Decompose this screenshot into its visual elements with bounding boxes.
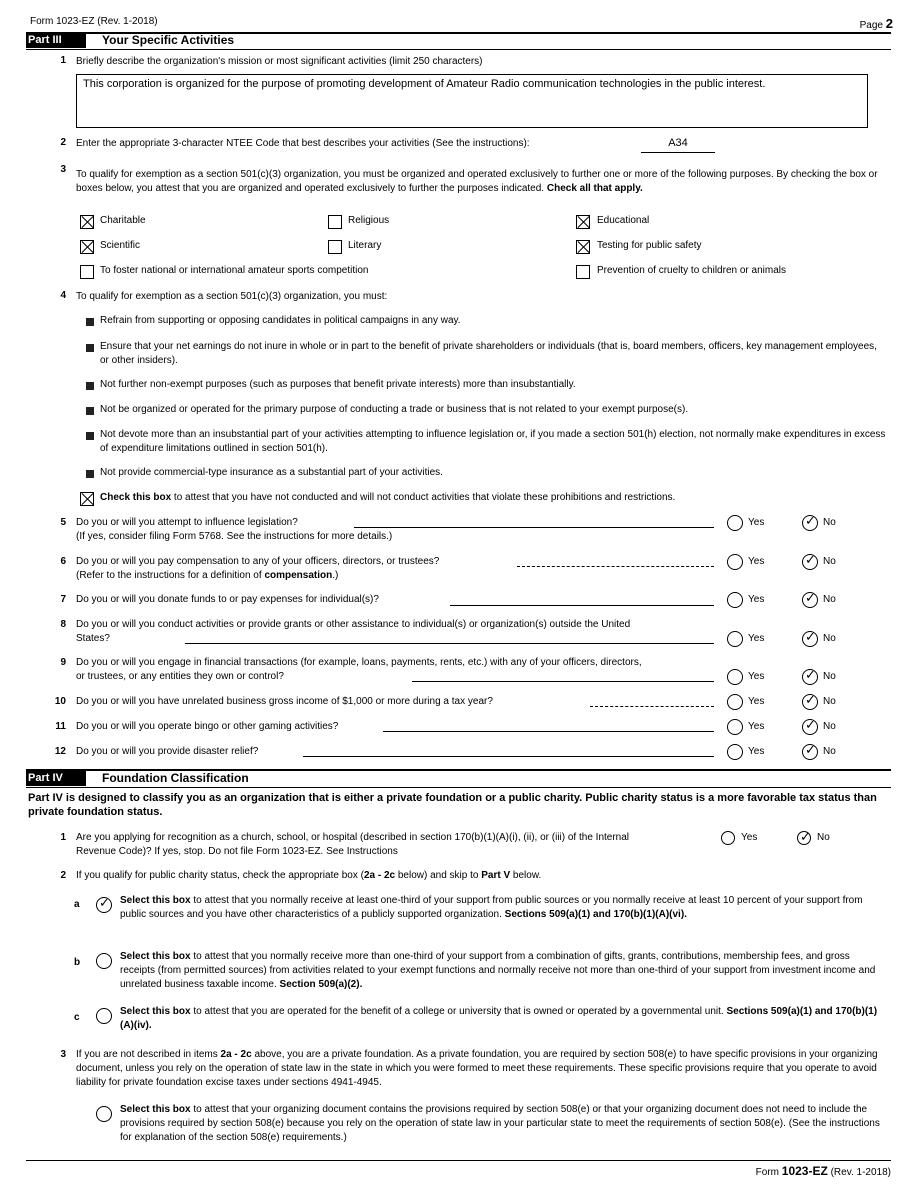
bullet-icon bbox=[86, 382, 94, 390]
q12-leader bbox=[303, 756, 714, 757]
p4-q2-t5: below. bbox=[510, 870, 542, 881]
q6-no-label: No bbox=[823, 556, 836, 567]
part3-header bbox=[26, 33, 891, 48]
p4-q1-text: Are you applying for recognition as a church, school, or hospital (described in section 170(b)(1)(A)(i), (ii), or (iii) of the Internal bbox=[76, 832, 630, 843]
q11-no-radio[interactable] bbox=[802, 719, 818, 735]
p4-q3-t3: above, you are a private foundation. As a private foundation, you are required by section 508(e) to have specific provisions in your organizing document, unless you rely on the operation of state law in the state in which you were formed to meet these requirements. These specific provisions require that you operate to avoid liability for private foundation excise taxes under sections 4941-4945. bbox=[76, 1049, 878, 1088]
p4-q3-t1: If you are not described in items bbox=[76, 1049, 221, 1060]
q8-text-2: States? bbox=[76, 633, 110, 644]
p4-q2-t2: 2a - 2c bbox=[363, 870, 396, 881]
opt-b-radio[interactable] bbox=[96, 953, 112, 969]
opt-c-tail: Sections 509(a)(1) and 170(b)(1)(A)(iv). bbox=[120, 1006, 878, 1031]
ntee-underline bbox=[641, 152, 715, 153]
q8-no-radio[interactable] bbox=[802, 631, 818, 647]
literary-checkbox[interactable] bbox=[328, 240, 342, 254]
q12-yes-radio[interactable] bbox=[727, 744, 743, 760]
q11-no-label: No bbox=[823, 721, 836, 732]
p4-q3-option bbox=[120, 1103, 882, 1145]
q9-number: 9 bbox=[60, 657, 66, 668]
page-num: 2 bbox=[885, 16, 893, 31]
q8-number: 8 bbox=[60, 619, 66, 630]
opt-c-letter: c bbox=[74, 1012, 80, 1023]
scientific-checkbox[interactable] bbox=[80, 240, 94, 254]
p4-q2-t3: below) and skip to bbox=[395, 870, 482, 881]
q4-number: 4 bbox=[60, 290, 66, 301]
bullet-icon bbox=[86, 318, 94, 326]
p4-q3-text bbox=[76, 1048, 882, 1090]
q9-leader bbox=[412, 681, 714, 682]
q8-yes-label: Yes bbox=[748, 633, 765, 644]
q6-no-radio[interactable] bbox=[802, 554, 818, 570]
p4-q3-radio[interactable] bbox=[96, 1106, 112, 1122]
q4-bullet-2: Ensure that your net earnings do not inure in whole or in part to the benefit of private shareholders or individuals (that is, board members, officers, key management employees, or other insiders). bbox=[100, 341, 877, 366]
q10-no-radio[interactable] bbox=[802, 694, 818, 710]
opt-b-bold: Select this box bbox=[120, 951, 191, 962]
q8-no-label: No bbox=[823, 633, 836, 644]
q12-text: Do you or will you provide disaster relief? bbox=[76, 746, 259, 757]
q10-no-label: No bbox=[823, 696, 836, 707]
attest-prohibitions-label bbox=[100, 491, 675, 505]
q4-bullet-1: Refrain from supporting or opposing candidates in political campaigns in any way. bbox=[100, 315, 461, 326]
part3-tag: Part III bbox=[26, 33, 86, 48]
opt-c-radio[interactable] bbox=[96, 1008, 112, 1024]
cruelty-prevention-checkbox[interactable] bbox=[576, 265, 590, 279]
amateur-sports-label: To foster national or international amateur sports competition bbox=[100, 265, 369, 276]
q7-text: Do you or will you donate funds to or pay expenses for individual(s)? bbox=[76, 594, 379, 605]
q12-no-radio[interactable] bbox=[802, 744, 818, 760]
religious-checkbox[interactable] bbox=[328, 215, 342, 229]
form-id-header: Form 1023-EZ (Rev. 1-2018) bbox=[30, 16, 158, 27]
part3-rule bbox=[26, 49, 891, 50]
part3-title: Your Specific Activities bbox=[102, 33, 235, 47]
opt-b-text bbox=[120, 950, 882, 992]
opt-b-tail: Section 509(a)(2). bbox=[279, 979, 363, 990]
educational-checkbox[interactable] bbox=[576, 215, 590, 229]
opt-a-letter: a bbox=[74, 899, 80, 910]
page-number bbox=[860, 16, 893, 31]
q12-number: 12 bbox=[54, 746, 66, 757]
attest-bold: Check this box bbox=[100, 492, 172, 503]
bullet-icon bbox=[86, 432, 94, 440]
q5-no-label: No bbox=[823, 517, 836, 528]
bullet-icon bbox=[86, 344, 94, 352]
p4-q1-number: 1 bbox=[60, 832, 66, 843]
p4-q1-text-2: Revenue Code)? If yes, stop. Do not file Form 1023-EZ. See Instructions bbox=[76, 846, 398, 857]
footer-form-id bbox=[756, 1164, 891, 1178]
q7-yes-radio[interactable] bbox=[727, 592, 743, 608]
p4-q2-text bbox=[76, 869, 541, 883]
q3-body: To qualify for exemption as a section 501(c)(3) organization, you must be organized and operated exclusively to further one or more of the following purposes. By checking the box or boxes below, you attest that you are organized and operated exclusively to further the purposes indicated. bbox=[76, 169, 878, 194]
scientific-label: Scientific bbox=[100, 240, 141, 251]
q10-yes-radio[interactable] bbox=[727, 694, 743, 710]
p4-q3-opt-bold: Select this box bbox=[120, 1104, 191, 1115]
q3-bold: Check all that apply. bbox=[546, 183, 643, 194]
part4-header bbox=[26, 771, 891, 786]
q9-yes-radio[interactable] bbox=[727, 669, 743, 685]
q5-note: (If yes, consider filing Form 5768. See the instructions for more details.) bbox=[76, 531, 393, 542]
q12-no-label: No bbox=[823, 746, 836, 757]
p4-q2-number: 2 bbox=[60, 870, 66, 881]
q11-text: Do you or will you operate bingo or other gaming activities? bbox=[76, 721, 339, 732]
q10-leader bbox=[590, 706, 714, 707]
q11-leader bbox=[383, 731, 714, 732]
q4-bullet-3: Not further non-exempt purposes (such as purposes that benefit private interests) more than insubstantially. bbox=[100, 379, 576, 390]
q6-yes-label: Yes bbox=[748, 556, 765, 567]
ntee-code-field[interactable]: A34 bbox=[668, 137, 688, 149]
q7-number: 7 bbox=[60, 594, 66, 605]
educational-label: Educational bbox=[597, 215, 650, 226]
p4-q2-t1: If you qualify for public charity status, check the appropriate box ( bbox=[76, 870, 364, 881]
attest-prohibitions-checkbox[interactable] bbox=[80, 492, 94, 506]
q11-yes-radio[interactable] bbox=[727, 719, 743, 735]
p4-q1-yes-radio[interactable] bbox=[721, 831, 735, 845]
q6-note-b: compensation bbox=[264, 570, 333, 581]
mission-field[interactable]: This corporation is organized for the purpose of promoting development of Amateur Radio communication technologies in the public interest. bbox=[76, 74, 868, 128]
q3-number: 3 bbox=[60, 164, 66, 175]
q7-leader bbox=[450, 605, 714, 606]
q1-number: 1 bbox=[60, 55, 66, 66]
cruelty-prevention-label: Prevention of cruelty to children or animals bbox=[597, 265, 786, 276]
q10-yes-label: Yes bbox=[748, 696, 765, 707]
q4-text: To qualify for exemption as a section 501(c)(3) organization, you must: bbox=[76, 291, 388, 302]
q4-bullet-5: Not devote more than an insubstantial part of your activities attempting to influence legislation or, if you made a section 501(h) election, not normally make expenditures in excess of expenditure limitations outlined in section 501(h). bbox=[100, 429, 886, 454]
q5-text: Do you or will you attempt to influence legislation? bbox=[76, 517, 298, 528]
q9-no-label: No bbox=[823, 671, 836, 682]
q11-number: 11 bbox=[55, 721, 66, 732]
q6-leader bbox=[517, 566, 714, 567]
public-safety-label: Testing for public safety bbox=[597, 240, 702, 251]
opt-a-tail: Sections 509(a)(1) and 170(b)(1)(A)(vi). bbox=[504, 909, 687, 920]
q5-yes-label: Yes bbox=[748, 517, 765, 528]
opt-b-letter: b bbox=[74, 957, 81, 968]
opt-c-text bbox=[120, 1005, 882, 1033]
opt-c-body: to attest that you are operated for the benefit of a college or university that is owned or operated by a governmental unit. bbox=[193, 1006, 724, 1017]
q7-no-radio[interactable] bbox=[802, 592, 818, 608]
q6-note-a: (Refer to the instructions for a definition of bbox=[76, 570, 265, 581]
footer-form-bold: 1023-EZ bbox=[781, 1164, 828, 1178]
q1-text: Briefly describe the organization's mission or most significant activities (limit 250 characters) bbox=[76, 56, 483, 67]
attest-text: to attest that you have not conducted and will not conduct activities that violate these prohibitions and restrictions. bbox=[173, 492, 676, 503]
q7-yes-label: Yes bbox=[748, 594, 765, 605]
q5-number: 5 bbox=[60, 517, 66, 528]
part4-tag: Part IV bbox=[26, 771, 86, 786]
p4-q2-t4: Part V bbox=[481, 870, 511, 881]
part4-intro: Part IV is designed to classify you as an organization that is either a private foundation or a public charity. Public charity status is a more favorable tax status than private foundation status. bbox=[28, 792, 877, 818]
p4-q3-t2: 2a - 2c bbox=[220, 1049, 252, 1060]
q9-no-radio[interactable] bbox=[802, 669, 818, 685]
opt-a-body: to attest that you normally receive at least one-third of your support from public sources or you normally receive at least 10 percent of your support from public sources and you have other characteristics of a publicly supported organization. bbox=[120, 895, 863, 920]
p4-q1-no-label: No bbox=[817, 832, 830, 843]
part4-title: Foundation Classification bbox=[102, 771, 249, 785]
q6-number: 6 bbox=[60, 556, 66, 567]
q4-bullet-4: Not be organized or operated for the primary purpose of conducting a trade or business that is not related to your exempt purpose(s). bbox=[100, 404, 689, 415]
opt-c-bold: Select this box bbox=[120, 1006, 191, 1017]
bullet-icon bbox=[86, 470, 94, 478]
bullet-icon bbox=[86, 407, 94, 415]
opt-a-text bbox=[120, 894, 882, 922]
q5-leader bbox=[354, 527, 714, 528]
footer-form: Form bbox=[755, 1167, 779, 1178]
q2-number: 2 bbox=[60, 137, 66, 148]
amateur-sports-checkbox[interactable] bbox=[80, 265, 94, 279]
p4-q3-number: 3 bbox=[60, 1049, 66, 1060]
opt-a-radio[interactable] bbox=[96, 897, 112, 913]
q9-text-2: or trustees, or any entities they own or control? bbox=[76, 671, 284, 682]
opt-b-body: to attest that you normally receive more than one-third of your support from a combination of gifts, grants, contributions, membership fees, and gross receipts (from permitted sources) from activities related to your exempt functions and normally receive not more than one-third of your support from investment income and unrelated business taxable income. bbox=[120, 951, 876, 990]
q10-text: Do you or will you have unrelated business gross income of $1,000 or more during a tax year? bbox=[76, 696, 493, 707]
q6-yes-radio[interactable] bbox=[727, 554, 743, 570]
public-safety-checkbox[interactable] bbox=[576, 240, 590, 254]
footer-rule bbox=[26, 1160, 891, 1161]
q2-text: Enter the appropriate 3-character NTEE Code that best describes your activities (See the instructions): bbox=[76, 138, 530, 149]
q6-text: Do you or will you pay compensation to any of your officers, directors, or trustees? bbox=[76, 556, 440, 567]
literary-label: Literary bbox=[348, 240, 382, 251]
q11-yes-label: Yes bbox=[748, 721, 765, 732]
religious-label: Religious bbox=[348, 215, 390, 226]
p4-q1-yes-label: Yes bbox=[741, 832, 758, 843]
page-label: Page bbox=[859, 20, 883, 31]
p4-q1-no-radio[interactable] bbox=[797, 831, 811, 845]
q8-text: Do you or will you conduct activities or provide grants or other assistance to individual(s) or organization(s) outside the United bbox=[76, 619, 631, 630]
q5-no-radio[interactable] bbox=[802, 515, 818, 531]
q6-note bbox=[76, 569, 338, 583]
q12-yes-label: Yes bbox=[748, 746, 765, 757]
q4-bullet-6: Not provide commercial-type insurance as a substantial part of your activities. bbox=[100, 467, 443, 478]
q8-leader bbox=[185, 643, 714, 644]
q7-no-label: No bbox=[823, 594, 836, 605]
q3-text bbox=[76, 168, 882, 196]
opt-a-bold: Select this box bbox=[120, 895, 191, 906]
part4-rule bbox=[26, 787, 891, 788]
q6-note-c: .) bbox=[332, 570, 339, 581]
q9-yes-label: Yes bbox=[748, 671, 765, 682]
footer-rev: (Rev. 1-2018) bbox=[830, 1167, 891, 1178]
q5-yes-radio[interactable] bbox=[727, 515, 743, 531]
q8-yes-radio[interactable] bbox=[727, 631, 743, 647]
q10-number: 10 bbox=[54, 696, 66, 707]
charitable-label: Charitable bbox=[100, 215, 146, 226]
p4-q3-opt-text: to attest that your organizing document contains the provisions required by section 508(e) or that your organizing document does not need to include the provisions required by section 508(e) because you rely on the operation of state law in your particular state to meet the requirements of section 508(e). (See the instructions for explanation of the section 508(e) requirements.) bbox=[120, 1104, 880, 1143]
charitable-checkbox[interactable] bbox=[80, 215, 94, 229]
q9-text: Do you or will you engage in financial transactions (for example, loans, payments, rents, etc.) with any of your officers, directors, bbox=[76, 657, 642, 668]
